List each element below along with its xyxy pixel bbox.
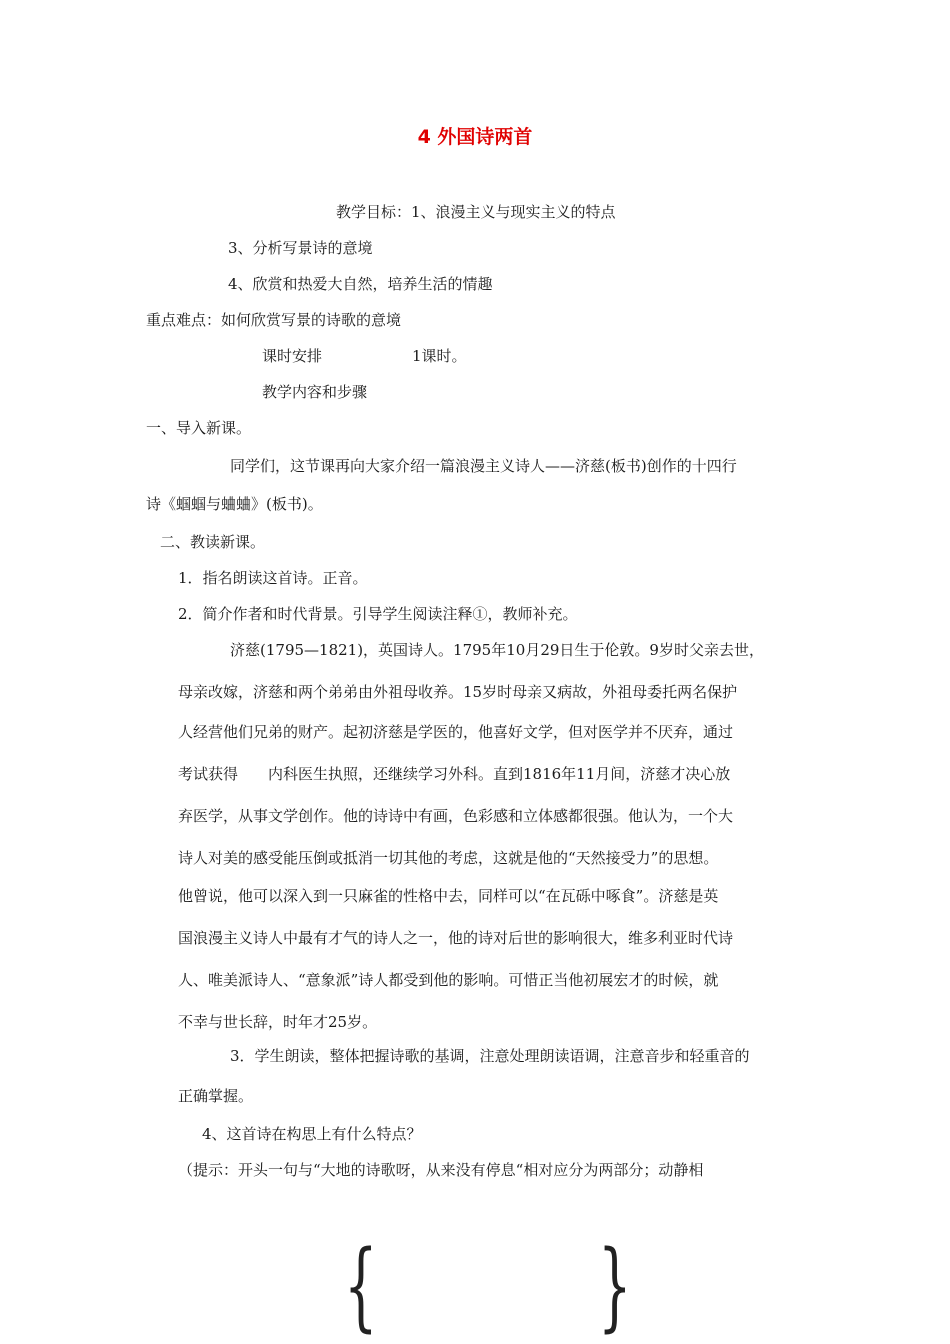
schedule-value: 1课时。	[412, 347, 467, 365]
bio-line: 他曾说，他可以深入到一只麻雀的性格中去，同样可以“在瓦砾中啄食”。济慈是英	[178, 887, 719, 905]
hint-line: （提示：开头一句与“大地的诗歌呀，从来没有停息“相对应分为两部分；动静相	[178, 1161, 704, 1179]
bio-line: 国浪漫主义诗人中最有才气的诗人之一，他的诗对后世的影响很大，维多利亚时代诗	[178, 929, 734, 947]
step-1: 1．指名朗读这首诗。正音。	[178, 569, 368, 587]
bio-line: 诗人对美的感受能压倒或抵消一切其他的考虑，这就是他的“天然接受力”的思想。	[178, 849, 719, 867]
step-4: 4、这首诗在构思上有什么特点？	[202, 1125, 422, 1143]
intro-paragraph-line-1: 同学们，这节课再向大家介绍一篇浪漫主义诗人——济慈(板书)创作的十四行	[230, 457, 737, 475]
intro-paragraph-line-2: 诗《蝈蝈与蛐蛐》(板书)。	[146, 495, 323, 513]
bio-line: 济慈(1795—1821)，英国诗人。1795年10月29日生于伦敦。9岁时父亲去世，	[230, 641, 764, 659]
bio-line: 母亲改嫁，济慈和两个弟弟由外祖母收养。15岁时母亲又病故，外祖母委托两名保护	[178, 683, 738, 701]
left-brace: {	[344, 1230, 378, 1342]
bio-line: 考试获得 内科医生执照，还继续学习外科。直到1816年11月间，济慈才决心放	[178, 765, 731, 783]
page-title: 4 外国诗两首	[417, 126, 533, 148]
schedule-label: 课时安排	[262, 347, 323, 365]
key-difficulty: 重点难点：如何欣赏写景的诗歌的意境	[146, 311, 402, 329]
section-2-heading: 二、教读新课。	[160, 533, 266, 551]
bio-line: 人、唯美派诗人、“意象派”诗人都受到他的影响。可惜正当他初展宏才的时候，就	[178, 971, 719, 989]
objective-line-3: 3、分析写景诗的意境	[228, 239, 373, 257]
bio-line: 弃医学，从事文学创作。他的诗诗中有画，色彩感和立体感都很强。他认为，一个大	[178, 807, 734, 825]
step-3-line-1: 3．学生朗读，整体把握诗歌的基调，注意处理朗读语调，注意音步和轻重音的	[230, 1047, 750, 1065]
step-2: 2．简介作者和时代背景。引导学生阅读注释①，教师补充。	[178, 605, 578, 623]
bio-line: 不幸与世长辞，时年才25岁。	[178, 1013, 378, 1031]
objective-line-4: 4、欣赏和热爱大自然，培养生活的情趣	[228, 275, 493, 293]
step-3-line-2: 正确掌握。	[178, 1087, 254, 1105]
section-1-heading: 一、导入新课。	[146, 419, 252, 437]
content-heading: 教学内容和步骤	[262, 383, 368, 401]
right-brace: }	[598, 1230, 632, 1342]
bio-line: 人经营他们兄弟的财产。起初济慈是学医的，他喜好文学，但对医学并不厌弃，通过	[178, 723, 734, 741]
objective-line-1: 教学目标：1、浪漫主义与现实主义的特点	[336, 203, 616, 221]
